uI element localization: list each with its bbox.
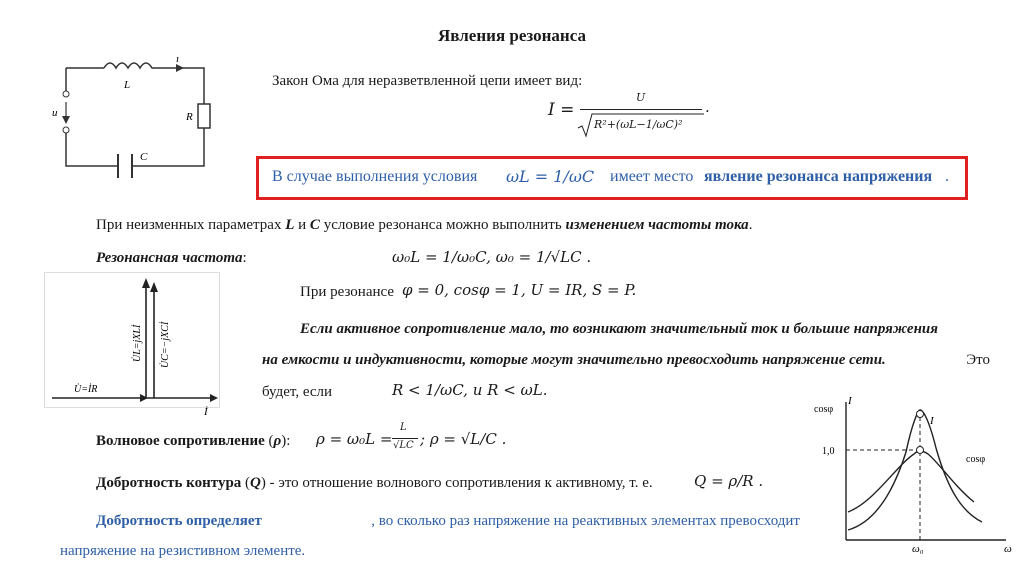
condition-formula: ωL = 1/ωC (506, 167, 595, 186)
y-label-I: I (848, 395, 852, 407)
ohm-fraction-bar (580, 109, 702, 110)
resonance-curves-graph (806, 392, 1018, 554)
wave-symbol: ρ (273, 433, 282, 449)
phasor-vl-label: U̇L=jXLİ (132, 324, 143, 362)
q-text: - это отношение волнового сопротивления к активному, т. е. (265, 475, 653, 491)
p1-text-a: При неизменных параметрах (96, 217, 286, 233)
line-2-tail: Это (966, 352, 990, 368)
wave-formula-2: ; ρ = √L/C . (420, 430, 507, 448)
resonance-frequency-label (96, 249, 247, 267)
quality-rest: , во сколько раз напряжение на реактивных элементах превосходит (371, 513, 800, 529)
ohm-lhs: I = (548, 100, 575, 120)
cos-phi-curve (848, 451, 974, 512)
ohm-period: . (705, 98, 710, 116)
x-label-w0: ω₀ (912, 543, 924, 554)
quality-line-1 (96, 512, 800, 530)
ohm-numerator: U (636, 91, 646, 104)
condition-emphasis: явление резонанса напряжения (704, 168, 933, 185)
wave-formula-1: ρ = ω₀L = (316, 430, 393, 448)
condition-mid: имеет место (610, 168, 694, 185)
phasor-diagram (44, 272, 220, 418)
wave-frac-num: L (400, 422, 407, 433)
current-peak-marker (917, 411, 924, 418)
curve-label-I: I (930, 415, 934, 427)
q-formula: Q = ρ/R . (694, 472, 764, 490)
p1-text-b: условие резонанса можно выполнить (319, 217, 566, 233)
res-freq-colon: : (242, 250, 247, 266)
line-2 (262, 351, 990, 369)
voltage-label: u (52, 107, 58, 119)
condition-prefix: В случае выполнения условия (272, 168, 478, 185)
wave-impedance-label: Волновое сопротивление (ρ): (96, 433, 291, 449)
terminal-top (63, 91, 69, 97)
p1-end: . (748, 217, 753, 233)
condition-end: . (945, 168, 949, 185)
wave-frac-den: √LC (393, 440, 414, 451)
wave-frac-bar (392, 438, 418, 439)
phasor-i-label: İ (204, 406, 208, 418)
current-label: i (176, 56, 180, 65)
quality-emphasis: Добротность определяет (96, 513, 262, 529)
current-curve (848, 410, 982, 530)
cos-peak-marker (917, 447, 924, 454)
phasor-vr-label: U̇=İR (74, 384, 98, 395)
page-title: Явления резонанса (438, 26, 586, 45)
ohm-denominator: R²+(ωL−1/ωC)² (594, 118, 683, 131)
ohm-intro: Закон Ома для неразветвленной цепи имеет вид: (272, 73, 583, 89)
rlc-circuit-diagram (44, 56, 214, 186)
q-symbol: Q (250, 475, 261, 491)
terminal-bottom (63, 127, 69, 133)
at-resonance-label: При резонансе (300, 284, 394, 300)
resonance-frequency-formula: ω₀L = 1/ω₀C, ω₀ = 1/√LC . (392, 248, 592, 266)
resistor-label: R (186, 111, 193, 123)
tick-1-0: 1,0 (822, 446, 835, 457)
line-2-emphasis: на емкости и индуктивности, которые могут значительно превосходить напряжение сети. (262, 352, 886, 368)
line-1: Если активное сопротивление мало, то возникают значительный ток и большие напряжения (300, 321, 938, 337)
phasor-vc-label: U̇C=−jXCİ (160, 321, 171, 368)
line-3-formula: R < 1/ωC, и R < ωL. (392, 381, 548, 399)
p1-L: L (285, 217, 295, 233)
x-label-w: ω (1004, 543, 1012, 554)
y-label-cos: cosφ (814, 404, 834, 415)
res-freq-label: Резонансная частота (96, 250, 243, 266)
at-resonance-formula: φ = 0, cosφ = 1, U = IR, S = P. (402, 281, 637, 299)
inductor-label: L (124, 79, 131, 91)
p1-emphasis: изменением частоты тока (565, 217, 749, 233)
line-3-text: будет, если (262, 384, 333, 400)
q-label: Добротность контура (96, 475, 242, 491)
quality-line-2: напряжение на резистивном элементе. (60, 543, 306, 559)
p1-C: C (309, 217, 320, 233)
capacitor-label: C (140, 151, 148, 163)
q-factor-line: Добротность контура (Q) - это отношение волнового сопротивления к активному, т. е. (96, 475, 653, 491)
p1-and: и (294, 217, 310, 233)
wave-label: Волновое сопротивление (96, 433, 265, 449)
curve-label-cos: cosφ (966, 454, 986, 465)
paragraph-frequency (96, 216, 752, 234)
